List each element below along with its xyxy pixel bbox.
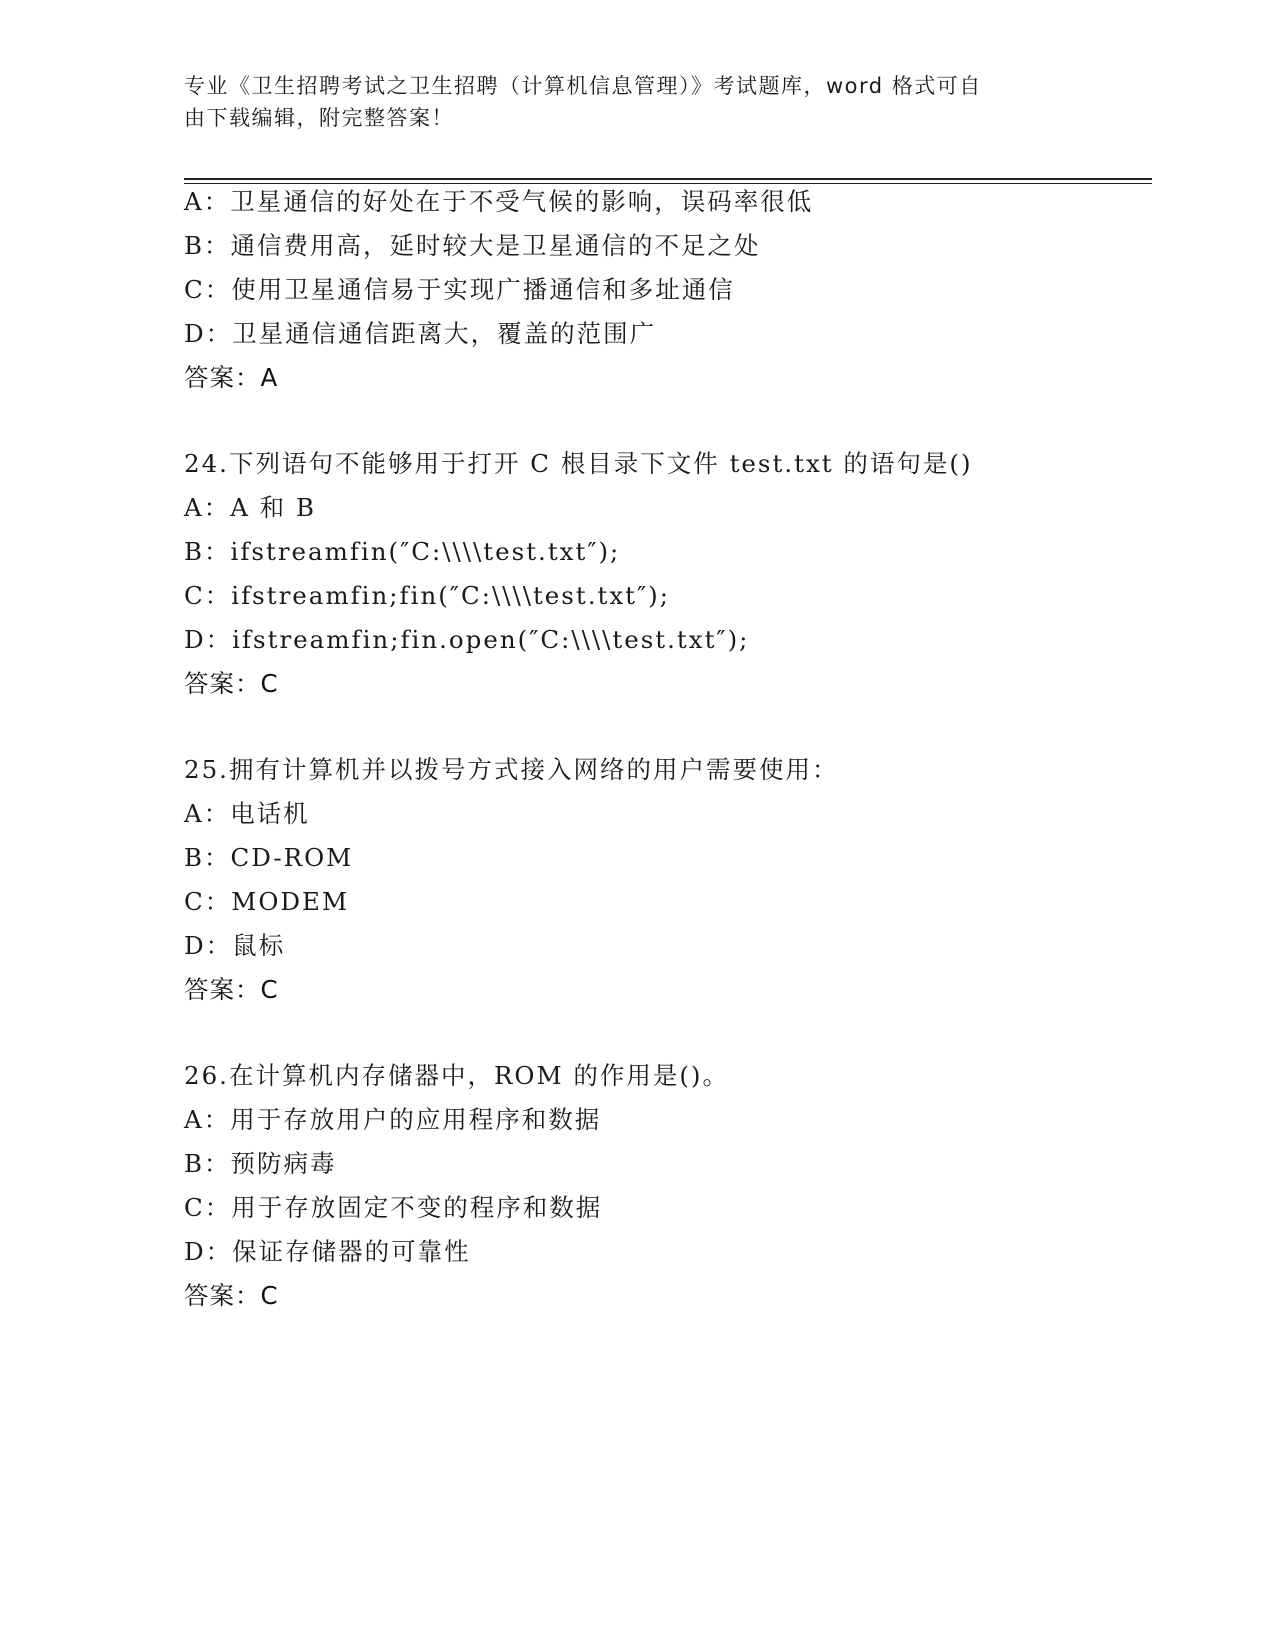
question-text: 26.在计算机内存储器中，ROM 的作用是()。 (184, 1061, 729, 1090)
option-d: D：保证存储器的可靠性 (184, 1237, 471, 1266)
answer-label: 答案：C (184, 1281, 279, 1310)
option-c: C：使用卫星通信易于实现广播通信和多址通信 (184, 275, 735, 304)
option-c: C：MODEM (184, 887, 350, 916)
answer-label: 答案：C (184, 975, 279, 1004)
option-d: D：鼠标 (184, 931, 286, 960)
answer-label: 答案：C (184, 669, 279, 698)
header-line-2: 由下载编辑，附完整答案！ (184, 106, 454, 130)
option-a: A：电话机 (184, 799, 310, 828)
option-a: A：卫星通信的好处在于不受气候的影响，误码率很低 (184, 187, 814, 216)
option-b: B：预防病毒 (184, 1149, 337, 1178)
option-c: C：ifstreamfin;fin(″C:\\\\test.txt″); (184, 581, 670, 610)
header-divider-thick (184, 178, 1152, 180)
option-b: B：ifstreamfin(″C:\\\\test.txt″); (184, 537, 621, 566)
option-c: C：用于存放固定不变的程序和数据 (184, 1193, 603, 1222)
question-text: 25.拥有计算机并以拨号方式接入网络的用户需要使用： (184, 755, 839, 784)
option-b: B：通信费用高，延时较大是卫星通信的不足之处 (184, 231, 761, 260)
header-divider-thin (184, 183, 1152, 184)
header-line-1: 专业《卫生招聘考试之卫生招聘（计算机信息管理）》考试题库，word 格式可自 (184, 74, 982, 98)
answer-label: 答案：A (184, 363, 279, 392)
option-d: D：卫星通信通信距离大，覆盖的范围广 (184, 319, 657, 348)
question-text: 24.下列语句不能够用于打开 C 根目录下文件 test.txt 的语句是() (184, 449, 973, 478)
option-a: A：A 和 B (184, 493, 316, 522)
option-b: B：CD-ROM (184, 843, 354, 872)
document-header (184, 70, 1064, 134)
option-a: A：用于存放用户的应用程序和数据 (184, 1105, 602, 1134)
option-d: D：ifstreamfin;fin.open(″C:\\\\test.txt″); (184, 625, 750, 654)
